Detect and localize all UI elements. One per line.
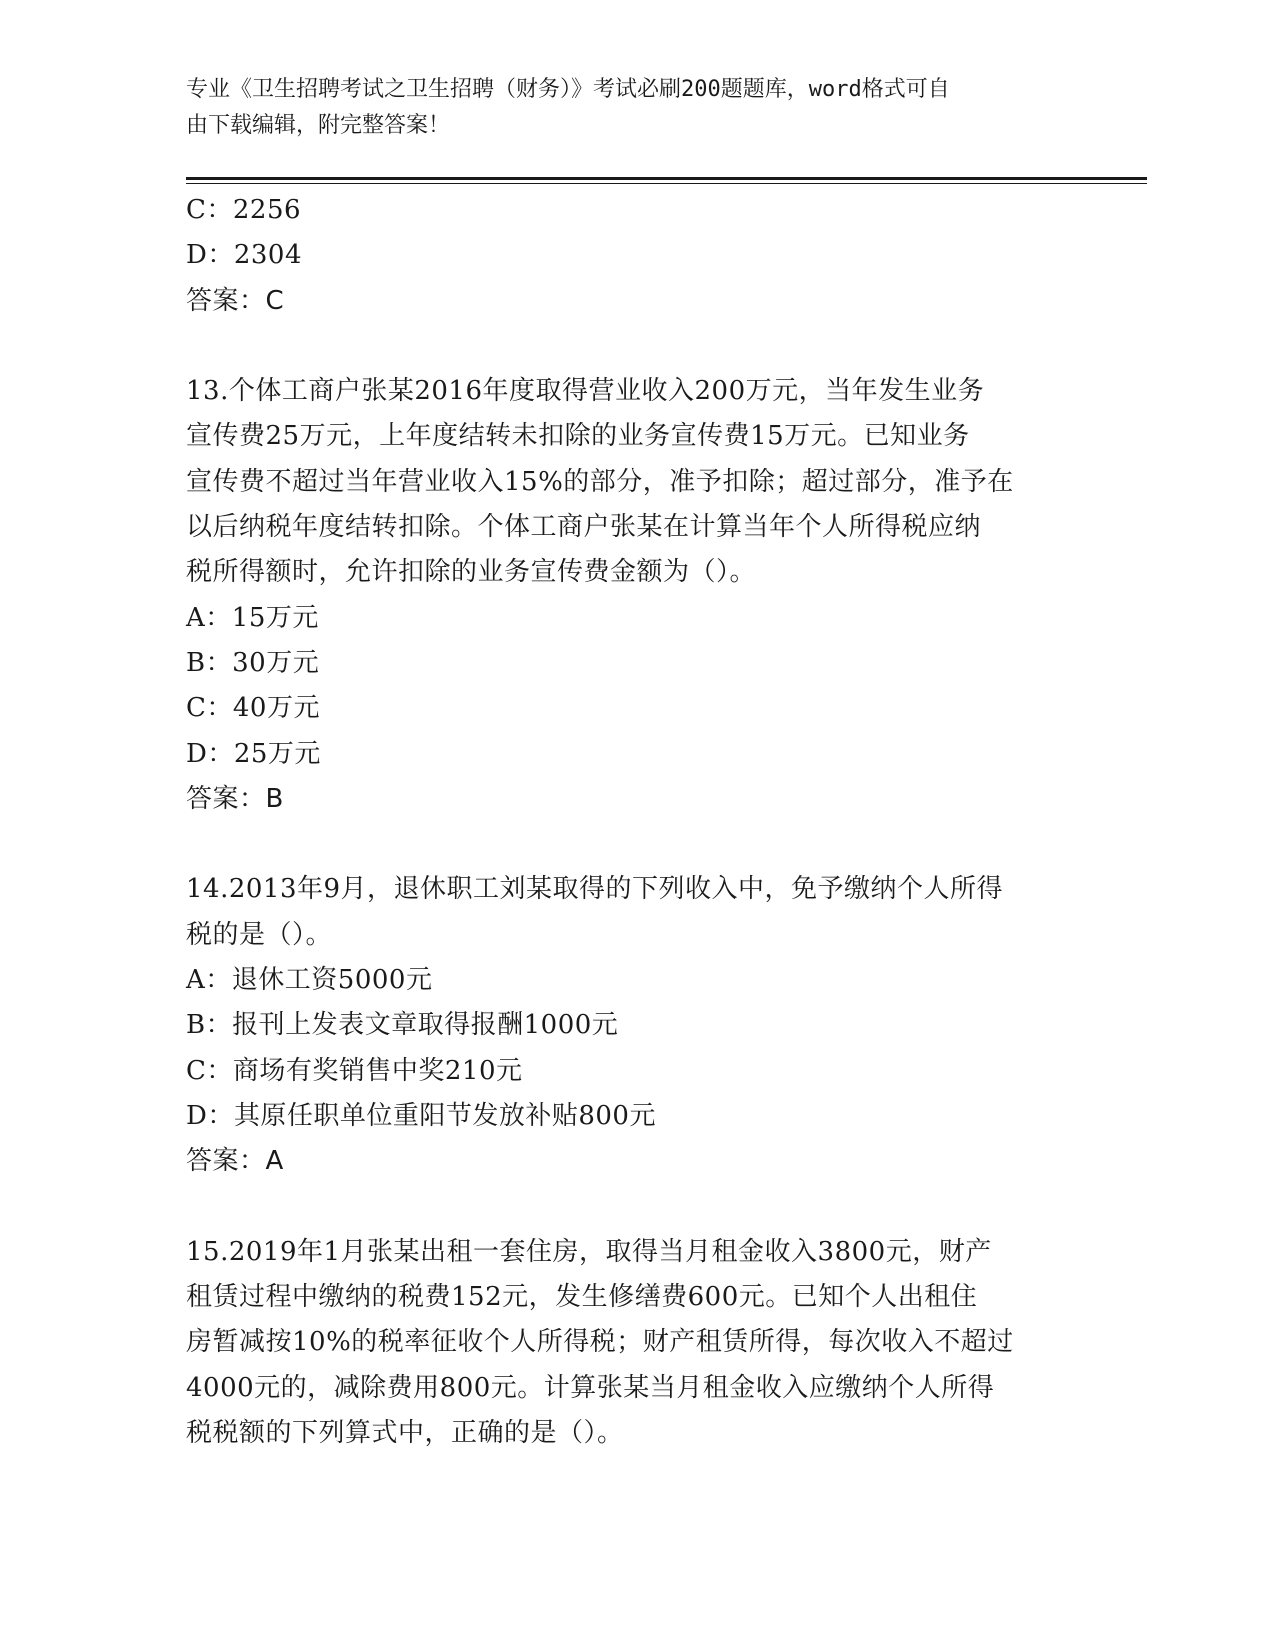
question-text-line: 4000元的，减除费用800元。计算张某当月租金收入应缴纳个人所得 bbox=[186, 1372, 995, 1403]
question-13 bbox=[186, 369, 1086, 822]
option-b: B：报刊上发表文章取得报酬1000元 bbox=[186, 1010, 619, 1041]
question-text-line: 以后纳税年度结转扣除。个体工商户张某在计算当年个人所得税应纳 bbox=[186, 512, 982, 543]
question-text-line: 税税额的下列算式中，正确的是（）。 bbox=[186, 1418, 624, 1449]
question-14 bbox=[186, 867, 1086, 1184]
option-b: B：30万元 bbox=[186, 647, 320, 678]
option-d: D：其原任职单位重阳节发放补贴800元 bbox=[186, 1100, 656, 1131]
question-15 bbox=[186, 1230, 1086, 1456]
question-12-tail bbox=[186, 188, 1086, 324]
option-d: D：2304 bbox=[186, 240, 303, 271]
spacer bbox=[186, 324, 1086, 369]
spacer bbox=[186, 1185, 1086, 1230]
question-text-line: 14.2013年9月，退休职工刘某取得的下列收入中，免予缴纳个人所得 bbox=[186, 874, 1004, 905]
option-c: C：商场有奖销售中奖210元 bbox=[186, 1055, 523, 1086]
header-line-2: 由下载编辑，附完整答案！ bbox=[186, 113, 451, 138]
document-body bbox=[186, 188, 1086, 1456]
option-c: C：2256 bbox=[186, 195, 302, 225]
question-text-line: 宣传费不超过当年营业收入15%的部分，准予扣除；超过部分，准予在 bbox=[186, 466, 1014, 497]
option-a: A：退休工资5000元 bbox=[186, 965, 433, 996]
question-text-line: 宣传费25万元，上年度结转未扣除的业务宣传费15万元。已知业务 bbox=[186, 421, 970, 452]
question-text-line: 税所得额时，允许扣除的业务宣传费金额为（）。 bbox=[186, 557, 757, 588]
option-a: A：15万元 bbox=[186, 602, 319, 633]
document-header bbox=[186, 72, 1066, 144]
question-text-line: 租赁过程中缴纳的税费152元，发生修缮费600元。已知个人出租住 bbox=[186, 1282, 978, 1313]
header-divider-thin bbox=[186, 183, 1147, 184]
option-c: C：40万元 bbox=[186, 693, 320, 724]
answer-line: 答案：C bbox=[186, 285, 285, 316]
question-text-line: 15.2019年1月张某出租一套住房，取得当月租金收入3800元，财产 bbox=[186, 1236, 992, 1267]
option-d: D：25万元 bbox=[186, 738, 321, 769]
header-line-1: 专业《卫生招聘考试之卫生招聘（财务）》考试必刷200题题库，word格式可自 bbox=[186, 77, 950, 102]
question-text-line: 房暂减按10%的税率征收个人所得税；财产租赁所得，每次收入不超过 bbox=[186, 1327, 1014, 1358]
answer-line: 答案：B bbox=[186, 783, 284, 814]
question-text-line: 13.个体工商户张某2016年度取得营业收入200万元，当年发生业务 bbox=[186, 376, 985, 407]
header-divider-thick bbox=[186, 177, 1147, 180]
question-text-line: 税的是（）。 bbox=[186, 919, 333, 950]
spacer bbox=[186, 822, 1086, 867]
answer-line: 答案：A bbox=[186, 1146, 284, 1177]
